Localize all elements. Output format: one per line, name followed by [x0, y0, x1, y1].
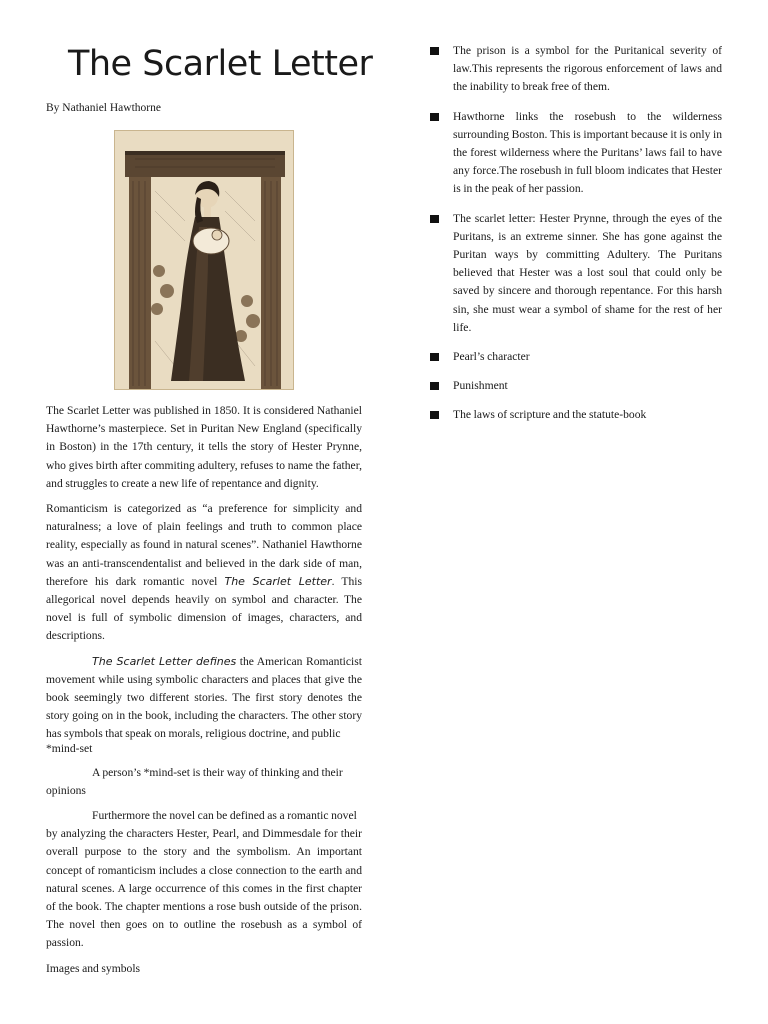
paragraph-defines-text: the American Romanticist movement while using symbolic characters and places that give the book seemingly two different stories. The first story denotes the story going on in the book, including the characters. The other story has symbols that speak on morals, religious doctrine, and public: [46, 654, 362, 741]
list-item-text: The scarlet letter: Hester Prynne, through the eyes of the Puritans, is an extreme sinner. She has gone against the Puritan ways by committing Adultery. The Puritans believed that Hester was a lost soul that could only be saved by sincere and thorough repentance. For this harsh sin, she must wear a symbol of shame for the rest of her life.: [453, 211, 722, 334]
author-byline: By Nathaniel Hawthorne: [46, 102, 161, 114]
book-title-defines-emphasis: The Scarlet Letter defines: [92, 654, 237, 668]
list-item-text: Pearl’s character: [453, 350, 530, 364]
list-item: [430, 108, 722, 199]
paragraph-romanticism-text-b: . This allegorical novel depends heavily on symbol and character. The novel is full of symbolic dimension of images, characters, and descriptions.: [46, 574, 363, 643]
hester-prynne-engraving: [115, 131, 293, 389]
square-bullet-icon: [430, 353, 439, 361]
square-bullet-icon: [430, 113, 439, 121]
left-column: [46, 36, 373, 978]
paragraph-publication: The Scarlet Letter was published in 1850. It is considered Nathaniel Hawthorne’s masterpiece. Set in Puritan New England (specifically in Boston) in the 17th century, it tells the story of Hester Prynne, who gives birth after commiting adultery, refuses to name the father, and struggles to create a new life of repentance and dignity.: [46, 404, 362, 490]
list-item: [430, 348, 722, 366]
square-bullet-icon: [430, 382, 439, 390]
square-bullet-icon: [430, 215, 439, 223]
list-item-text: Punishment: [453, 379, 508, 393]
paragraph-romanticism: [46, 500, 362, 646]
list-item-text: Hawthorne links the rosebush to the wilderness surrounding Boston. This is important because it is only in the forest wilderness where the Puritans’ laws fail to have any force.The rosebush in full bloom indicates that Hester is in the peak of her passion.: [453, 109, 722, 196]
engraving-illustration: [114, 130, 294, 390]
paragraph-romantic-novel-first-line: Furthermore the novel can be defined as a romantic novel: [92, 809, 357, 823]
list-item: [430, 377, 722, 395]
square-bullet-icon: [430, 411, 439, 419]
list-item: [430, 406, 722, 424]
list-item: [430, 42, 722, 97]
mindset-label: *mind-set: [46, 741, 93, 755]
right-column: [430, 42, 722, 436]
paragraph-images-symbols: Images and symbols: [46, 961, 141, 975]
list-item: [430, 210, 722, 337]
paragraph-romanticism-text-a: Romanticism is categorized as “a preference for simplicity and naturalness; a love of plain feelings and truth to common place reality, especially as found in natural scenes”. Nathaniel Hawthorne was an anti-transcendentalist and believed in the dark side of man, therefore his dark romantic novel: [46, 502, 362, 588]
paragraph-mindset: A person’s *mind-set is their way of thinking and their opinions: [46, 765, 343, 797]
paragraph-romantic-novel-text: by analyzing the characters Hester, Pearl, and Dimmesdale for their overall purpose to the story and the symbolism. An important concept of romanticism includes a close connection to the earth and natural scenes. A large occurrence of this comes in the first chapter of the book. The chapter mentions a rose bush outside of the prison. The novel then goes on to outline the rosebush as a symbol of passion.: [46, 827, 362, 950]
list-item-text: The laws of scripture and the statute-book: [453, 408, 647, 422]
page-title: The Scarlet Letter: [68, 44, 373, 84]
paragraph-defines: [46, 653, 362, 744]
paragraph-romantic-novel: [46, 807, 362, 953]
book-title-emphasis: The Scarlet Letter: [224, 574, 332, 588]
square-bullet-icon: [430, 47, 439, 55]
list-item-text: The prison is a symbol for the Puritanical severity of law.This represents the rigorous enforcement of laws and the inability to break free of them.: [453, 44, 722, 94]
